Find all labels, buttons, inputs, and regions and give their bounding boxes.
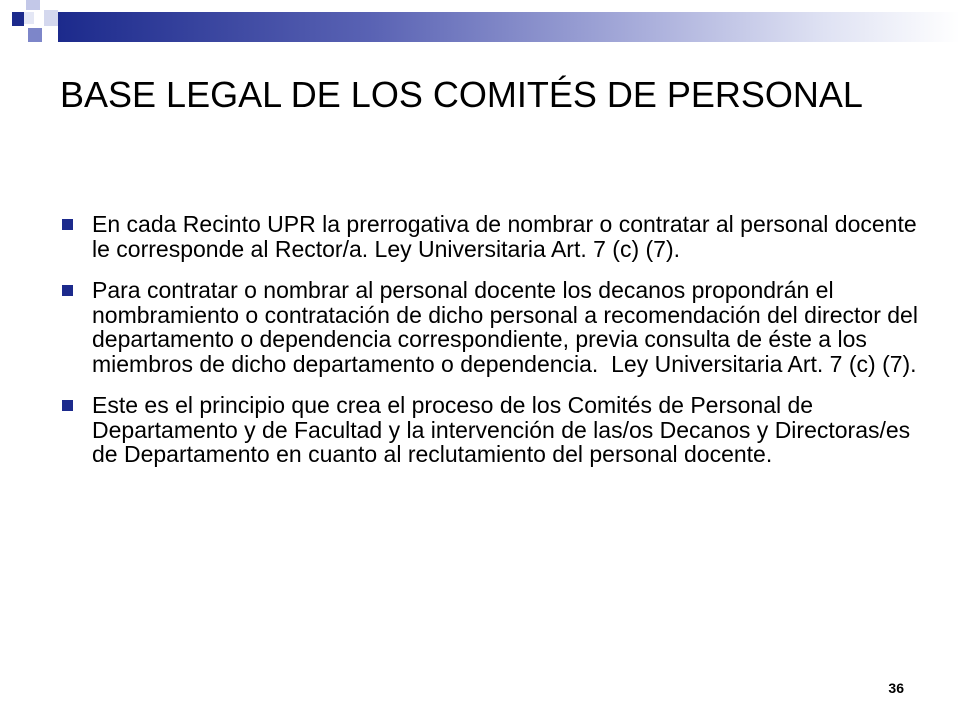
decorative-square xyxy=(26,0,40,10)
square-bullet-icon xyxy=(62,285,73,296)
header-decoration xyxy=(0,0,960,60)
decorative-square xyxy=(24,12,34,24)
bullet-item xyxy=(62,212,922,261)
bullet-item xyxy=(62,393,922,467)
bullet-text: En cada Recinto UPR la prerrogativa de nombrar o contratar al personal docente le corresponde al Rector/a. Ley Universitaria Art. 7 (c) (7). xyxy=(92,211,917,262)
square-bullet-icon xyxy=(62,400,73,411)
slide-title: BASE LEGAL DE LOS COMITÉS DE PERSONAL xyxy=(60,74,863,115)
decorative-square xyxy=(28,28,42,42)
bullet-text: Para contratar o nombrar al personal docente los decanos propondrán el nombramiento o contratación de dicho personal a recomendación del director del departamento o dependencia correspondiente, previa consulta de éste a los miembros de dicho departamento o dependencia. Ley Universitaria Art. 7 (c) (7). xyxy=(92,277,925,377)
decorative-square xyxy=(12,12,24,26)
header-gradient-bar xyxy=(58,12,960,42)
bullet-list xyxy=(62,211,925,484)
page-number: 36 xyxy=(888,680,904,696)
bullet-text: Este es el principio que crea el proceso de los Comités de Personal de Departamento y de Facultad y la intervención de las/os Decanos y Directoras/es de Departamento en cuanto al reclutamiento del personal docente. xyxy=(92,392,911,467)
bullet-item xyxy=(62,277,925,377)
square-bullet-icon xyxy=(62,219,73,230)
decorative-square xyxy=(44,10,58,26)
